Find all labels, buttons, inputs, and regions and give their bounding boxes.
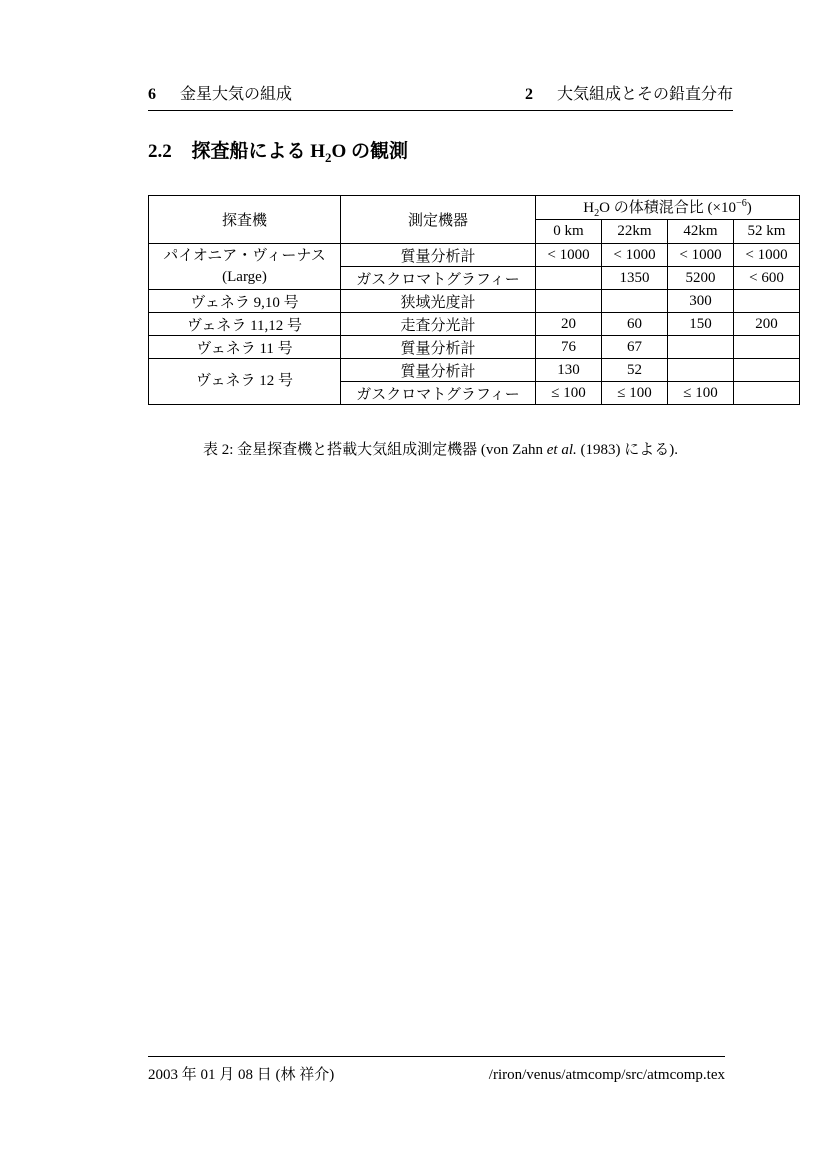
instrument-cell: 狭域光度計 [341, 290, 536, 313]
value-cell [668, 359, 734, 382]
value-cell: 130 [536, 359, 602, 382]
mixing-ratio-subscript: 2 [594, 208, 600, 219]
caption-pre: 表 2: 金星探査機と搭載大気組成測定機器 (von Zahn [203, 442, 547, 458]
spacecraft-cell [149, 244, 341, 290]
table-row [149, 359, 800, 382]
value-cell [668, 336, 734, 359]
spacecraft-name: パイオニア・ヴィーナス [163, 247, 326, 264]
header-left [148, 86, 292, 104]
value-cell: < 1000 [536, 244, 602, 267]
value-cell: 5200 [668, 267, 734, 290]
value-cell: 67 [602, 336, 668, 359]
value-cell: 150 [668, 313, 734, 336]
value-cell: ≤ 100 [536, 382, 602, 405]
table-row [149, 244, 800, 267]
value-cell [602, 290, 668, 313]
instrument-cell: ガスクロマトグラフィー [341, 267, 536, 290]
table-row [149, 336, 800, 359]
value-cell: < 1000 [602, 244, 668, 267]
mixing-ratio-superscript: −6 [735, 198, 747, 209]
table-row [149, 313, 800, 336]
value-cell [734, 290, 800, 313]
header-right-title: 大気組成とその鉛直分布 [556, 86, 733, 103]
value-cell: 60 [602, 313, 668, 336]
section-title-post: O の観測 [331, 141, 409, 162]
value-cell: 1350 [602, 267, 668, 290]
caption-post: (1983) による). [576, 442, 678, 458]
value-cell: 52 [602, 359, 668, 382]
value-cell: ≤ 100 [668, 382, 734, 405]
value-cell: < 600 [734, 267, 800, 290]
spacecraft-column-header: 探査機 [149, 196, 341, 244]
table-header-row-1 [149, 196, 800, 220]
section-heading [148, 136, 408, 166]
footer-path: /riron/venus/atmcomp/src/atmcomp.tex [488, 1067, 725, 1083]
running-footer [148, 1056, 725, 1084]
mixing-ratio-h: H [583, 200, 595, 216]
spacecraft-cell: ヴェネラ 12 号 [149, 359, 341, 405]
altitude-header-42km: 42km [668, 220, 734, 244]
section-title-pre: 探査船による H [191, 141, 326, 162]
spacecraft-cell: ヴェネラ 11 号 [149, 336, 341, 359]
instrument-cell: 質量分析計 [341, 359, 536, 382]
spacecraft-cell: ヴェネラ 9,10 号 [149, 290, 341, 313]
mixing-ratio-mid: O の体積混合比 (×10 [599, 200, 736, 216]
value-cell [734, 382, 800, 405]
footer-date: 2003 年 01 月 08 日 (林 祥介) [148, 1067, 335, 1083]
value-cell: 300 [668, 290, 734, 313]
altitude-header-52km: 52 km [734, 220, 800, 244]
mixing-ratio-close: ) [746, 200, 752, 216]
header-right [525, 86, 733, 104]
instrument-cell: ガスクロマトグラフィー [341, 382, 536, 405]
header-right-section-number: 2 [524, 86, 533, 103]
table-caption [148, 438, 733, 459]
spacecraft-name-line2: (Large) [222, 268, 267, 285]
section-title [191, 141, 409, 165]
value-cell [734, 336, 800, 359]
value-cell [734, 359, 800, 382]
instrument-cell: 質量分析計 [341, 336, 536, 359]
section-number: 2.2 [148, 141, 172, 162]
value-cell: < 1000 [668, 244, 734, 267]
section-title-subscript: 2 [325, 149, 332, 165]
observations-table [148, 195, 800, 405]
instrument-cell: 質量分析計 [341, 244, 536, 267]
spacecraft-cell: ヴェネラ 11,12 号 [149, 313, 341, 336]
value-cell [536, 290, 602, 313]
running-header [148, 86, 733, 111]
table-row [149, 290, 800, 313]
value-cell: 200 [734, 313, 800, 336]
altitude-header-22km: 22km [602, 220, 668, 244]
value-cell: 76 [536, 336, 602, 359]
mixing-ratio-header [536, 196, 800, 220]
instrument-cell: 走査分光計 [341, 313, 536, 336]
value-cell: 20 [536, 313, 602, 336]
instrument-column-header: 測定機器 [341, 196, 536, 244]
header-left-page-number: 6 [148, 86, 156, 103]
value-cell: < 1000 [734, 244, 800, 267]
value-cell [536, 267, 602, 290]
value-cell: ≤ 100 [602, 382, 668, 405]
altitude-header-0km: 0 km [536, 220, 602, 244]
header-left-title: 金星大気の組成 [180, 86, 293, 103]
caption-etal: et al. [546, 442, 577, 458]
